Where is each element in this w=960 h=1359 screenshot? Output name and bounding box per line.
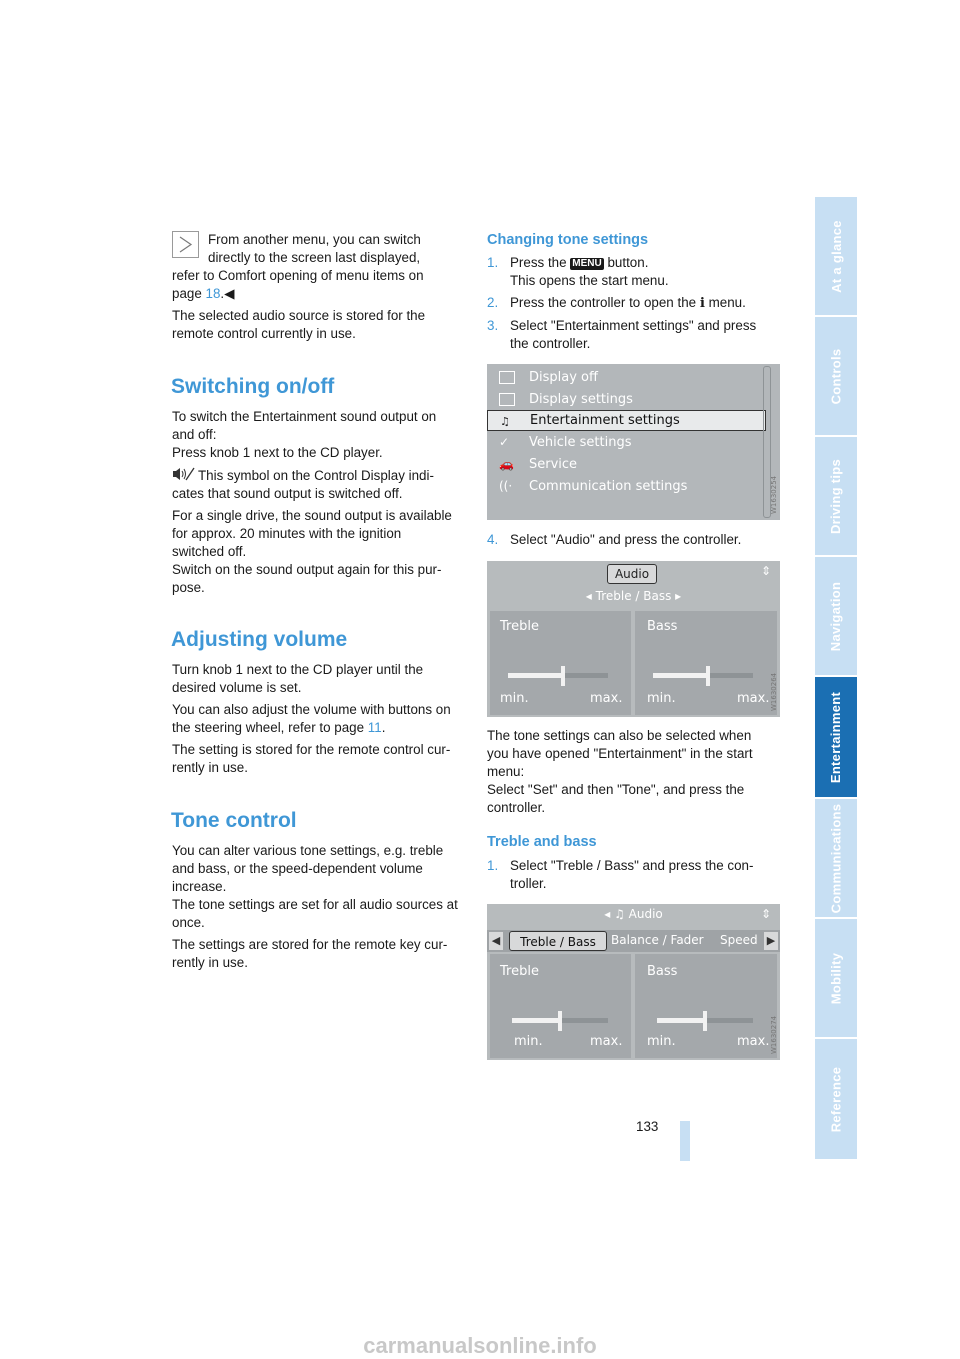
switching-p3-4: Switch on the sound output again for this pur-: [172, 562, 442, 577]
switching-p2-2: cates that sound output is switched off.: [172, 486, 403, 501]
bass-panel: [635, 954, 777, 1058]
side-tab-label: Controls: [828, 348, 844, 404]
note-page-label: page: [172, 286, 206, 301]
audio-header: [487, 907, 780, 921]
bass-label: Bass: [647, 619, 678, 634]
side-tab-label: Entertainment: [828, 691, 844, 783]
step-1-post: button.: [603, 255, 649, 270]
bass-min: min.: [647, 691, 676, 706]
step-3-num: 3.: [487, 318, 499, 333]
treble-min: min.: [514, 1034, 543, 1049]
side-tab-label: Communications: [828, 803, 844, 913]
side-tab-label: Navigation: [828, 581, 844, 651]
volume-page-label: the steering wheel, refer to page: [172, 720, 368, 735]
screenshot-audio-tone: [487, 561, 780, 717]
volume-p3-1: The setting is stored for the remote control cur-: [172, 742, 451, 757]
audio-tab: Audio: [607, 564, 657, 584]
side-tab-communications[interactable]: [815, 799, 857, 917]
treble-label: Treble: [500, 619, 539, 634]
heading-switching: Switching on/off: [171, 375, 335, 398]
communication-icon: ((·: [499, 479, 513, 493]
step-1-line2: This opens the start menu.: [510, 273, 669, 288]
treble-step-line2: troller.: [510, 876, 547, 891]
scroll-updown-icon: ⇕: [761, 907, 772, 921]
after-line-4: Select "Set" and then "Tone", and press the: [487, 782, 745, 797]
side-tab-controls[interactable]: [815, 317, 857, 435]
step-2-pre: Press the controller to open the: [510, 295, 700, 310]
after-line-5: controller.: [487, 800, 546, 815]
display-settings-icon: [499, 393, 515, 406]
side-tab-navigation[interactable]: [815, 557, 857, 675]
image-code: W1630254: [770, 475, 778, 514]
treble-slider-knob: [561, 666, 565, 686]
treble-panel: [490, 954, 631, 1058]
menu-item-entertainment-settings: [487, 410, 766, 431]
menu-item-label: Vehicle settings: [529, 435, 632, 450]
submenu-treble-bass: ◂ Treble / Bass ▸: [585, 589, 682, 603]
vehicle-settings-icon: ✓: [499, 435, 510, 449]
tabs-row: [487, 930, 780, 952]
step-3: [487, 317, 787, 353]
volume-period: .: [381, 720, 386, 735]
side-tab-label: At a glance: [828, 219, 844, 293]
heading-treble-bass: Treble and bass: [487, 834, 597, 850]
treble-panel: [490, 611, 631, 715]
image-code: W1630264: [770, 672, 778, 711]
step-2-post: menu.: [704, 295, 746, 310]
volume-p1-1: Turn knob 1 next to the CD player until the: [172, 662, 424, 677]
switching-p1-2: and off:: [172, 427, 217, 442]
heading-tone: Tone control: [171, 809, 297, 832]
tone-p1-3: increase.: [172, 879, 227, 894]
treble-step-line1: Select "Treble / Bass" and press the con-: [510, 858, 754, 873]
bass-label: Bass: [647, 964, 678, 979]
volume-p2-1: You can also adjust the volume with buttons on: [172, 702, 451, 717]
audio-source-icon: ♫: [614, 907, 629, 921]
treble-slider-fill: [512, 1018, 560, 1023]
note-icon: [172, 231, 199, 258]
tone-p2-2: rently in use.: [172, 955, 248, 970]
step-4: [487, 531, 787, 549]
step-2: [487, 294, 787, 312]
treble-max: max.: [590, 1034, 623, 1049]
menu-item-service: [487, 455, 757, 475]
bass-panel: [635, 611, 777, 715]
page-number: 133: [636, 1119, 659, 1134]
bass-min: min.: [647, 1034, 676, 1049]
note-line-3: refer to Comfort opening of menu items on: [172, 268, 424, 283]
after-line-3: menu:: [487, 764, 525, 779]
treble-step-1-num: 1.: [487, 858, 499, 873]
step-3-line1: Select "Entertainment settings" and press: [510, 318, 757, 333]
tab-right-arrow-icon: ▶: [764, 932, 778, 950]
switching-p1-3: Press knob 1 next to the CD player.: [172, 445, 383, 460]
display-off-icon: [499, 371, 515, 384]
switching-p3-5: pose.: [172, 580, 205, 595]
menu-item-vehicle-settings: [487, 433, 757, 453]
bass-slider-knob: [703, 1011, 707, 1031]
side-tab-label: Mobility: [828, 952, 844, 1004]
tab-left-arrow-icon: ◀: [489, 932, 503, 950]
treble-slider-fill: [508, 673, 563, 678]
screenshot-settings-menu: [487, 364, 780, 520]
switching-p3-2: for approx. 20 minutes with the ignition: [172, 526, 402, 541]
menu-item-label: Entertainment settings: [530, 413, 680, 428]
tone-p1-4: The tone settings are set for all audio sources at: [172, 897, 458, 912]
after-line-2: you have opened "Entertainment" in the start: [487, 746, 753, 761]
screenshot-treble-bass-tabs: [487, 904, 780, 1060]
step-4-line1: Select "Audio" and press the controller.: [510, 532, 742, 547]
treble-max: max.: [590, 691, 623, 706]
info-menu-icon: i: [699, 295, 705, 311]
left-arrow-icon: ◂: [604, 907, 615, 921]
volume-p1-2: desired volume is set.: [172, 680, 302, 695]
switching-p3-3: switched off.: [172, 544, 247, 559]
treble-slider-knob: [558, 1011, 562, 1031]
watermark: carmanualsonline.info: [363, 1333, 597, 1358]
note-line-1: From another menu, you can switch: [208, 232, 421, 247]
switching-p3-1: For a single drive, the sound output is available: [172, 508, 452, 523]
car-icon: 🚗: [499, 457, 514, 471]
mute-symbol-icon: [172, 467, 196, 481]
stored-line-2: remote control currently in use.: [172, 326, 356, 341]
heading-volume: Adjusting volume: [171, 628, 348, 651]
menu-item-label: Communication settings: [529, 479, 688, 494]
volume-p3-2: rently in use.: [172, 760, 248, 775]
tone-p2-1: The settings are stored for the remote key cur-: [172, 937, 448, 952]
bass-slider-fill: [657, 1018, 705, 1023]
bass-slider-fill: [653, 673, 708, 678]
step-1: [487, 254, 787, 290]
tab-balance-fader: Balance / Fader: [611, 933, 704, 947]
after-line-1: The tone settings can also be selected when: [487, 728, 752, 743]
side-tab-label: Reference: [828, 1066, 844, 1132]
page-link-18[interactable]: 18: [205, 286, 221, 301]
audio-header-label: Audio: [628, 907, 663, 921]
menu-item-label: Display settings: [529, 392, 633, 407]
side-tab-at-a-glance[interactable]: [815, 197, 857, 315]
menu-item-label: Service: [529, 457, 578, 472]
side-tab-reference[interactable]: [815, 1039, 857, 1159]
menu-item-communication-settings: [487, 477, 757, 497]
switching-p2-1: This symbol on the Control Display indi-: [198, 468, 434, 483]
tone-p1-2: and bass, or the speed-dependent volume: [172, 861, 423, 876]
side-tab-mobility[interactable]: [815, 919, 857, 1037]
step-1-num: 1.: [487, 255, 499, 270]
bass-max: max.: [737, 691, 770, 706]
menu-item-display-settings: [487, 390, 757, 410]
image-code: W1630274: [770, 1015, 778, 1054]
page-marker-bar: [680, 1121, 690, 1161]
side-tab-label: Driving tips: [828, 458, 844, 534]
entertainment-icon: ♫: [500, 415, 510, 428]
treble-label: Treble: [500, 964, 539, 979]
menu-button-icon: MENU: [572, 258, 602, 269]
tone-p1-5: once.: [172, 915, 205, 930]
step-4-num: 4.: [487, 532, 499, 547]
scroll-updown-icon: ⇕: [761, 564, 772, 578]
tab-treble-bass: Treble / Bass: [509, 931, 607, 951]
treble-min: min.: [500, 691, 529, 706]
tone-p1-1: You can alter various tone settings, e.g. treble: [172, 843, 444, 858]
side-tab-driving-tips[interactable]: [815, 437, 857, 555]
menu-item-display-off: [487, 368, 757, 388]
note-line-4: [172, 285, 234, 303]
tab-speed: Speed: [720, 933, 758, 947]
bass-max: max.: [737, 1034, 770, 1049]
page-link-11[interactable]: 11: [367, 720, 382, 735]
bass-slider-knob: [706, 666, 710, 686]
note-line-2: directly to the screen last displayed,: [208, 250, 421, 265]
heading-changing: Changing tone settings: [487, 232, 649, 248]
treble-step-1: [487, 857, 787, 893]
step-2-num: 2.: [487, 295, 499, 310]
step-1-pre: Press the: [510, 255, 571, 270]
note-end-mark: .◀: [220, 286, 235, 301]
volume-p2-2: [172, 719, 385, 737]
stored-line-1: The selected audio source is stored for the: [172, 308, 426, 323]
side-tab-entertainment[interactable]: [815, 677, 857, 797]
menu-item-label: Display off: [529, 370, 598, 385]
switching-p1-1: To switch the Entertainment sound output on: [172, 409, 437, 424]
step-3-line2: the controller.: [510, 336, 591, 351]
